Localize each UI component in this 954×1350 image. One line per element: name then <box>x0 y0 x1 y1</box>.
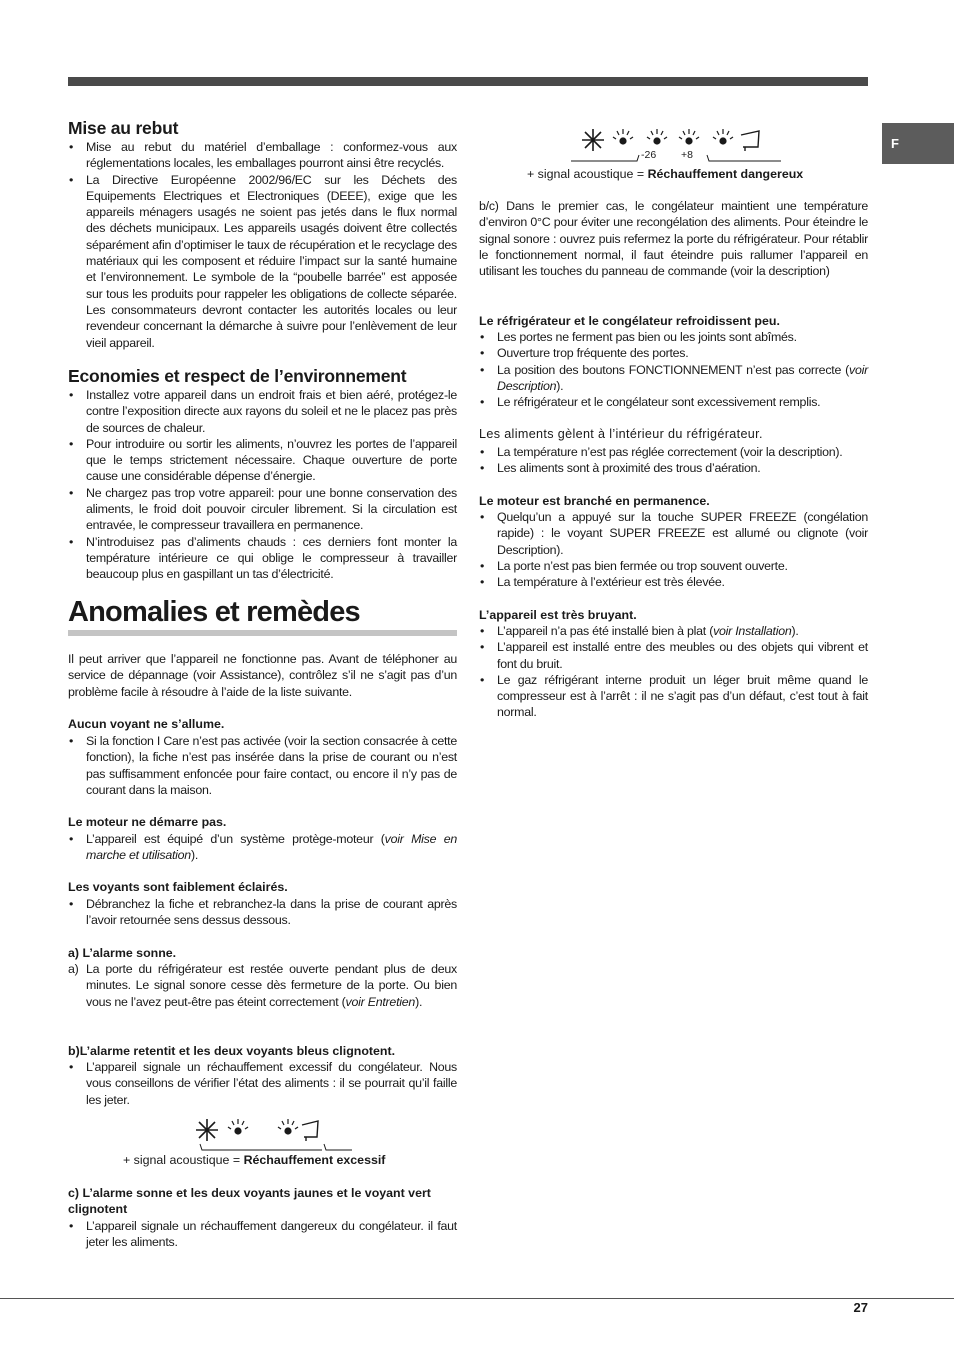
intro-paragraph: Il peut arriver que l’appareil ne fonctionne pas. Avant de téléphoner au service de dépannage (voir Assistance), contrôlez s’il ne s’agit pas d’un problème facile à résoudre à l’aide de la liste suivante. <box>68 652 457 699</box>
list-economies <box>68 387 457 583</box>
temperature-label-freezer: -26 <box>641 149 657 161</box>
text-run: ). <box>415 994 423 1009</box>
list-item: • Mise au rebut du matériel d’emballage : conformez-vous aux réglementations locales, les emballages pourront ainsi être recyclés. <box>68 139 457 172</box>
list-item: • La température à l’extérieur est très élevée. <box>479 574 868 590</box>
caption-text: + signal acoustique = <box>123 1153 244 1167</box>
list-moteur-permanence <box>479 509 868 590</box>
temperature-label-fridge: +8 <box>681 149 693 161</box>
subhead-aucun-voyant: Aucun voyant ne s’allume. <box>68 717 225 731</box>
subhead-alarme-sonne: a) L’alarme sonne. <box>68 946 177 960</box>
list-item: • Ouverture trop fréquente des portes. <box>479 345 868 361</box>
blinking-led-icon <box>679 129 699 144</box>
list-moteur-ne-demarre <box>68 831 457 864</box>
caption-bold: Réchauffement dangereux <box>647 167 804 181</box>
title-rule <box>68 630 457 636</box>
blinking-led-icon <box>228 1119 248 1134</box>
bc-paragraph: b/c) Dans le premier cas, le congélateur maintient une température d’environ 0°C pour éviter une recongélation des aliments. Pour éteindre le signal sonore : ouvrez puis refermez la porte du réfrigérateur. Pour rétablir le fonctionnement normal, il faut éteindre puis rallumer l’appareil en utilisant les touches du panneau de commande (voir la description) <box>479 199 868 279</box>
list-item: • La Directive Européenne 2002/96/EC sur les Déchets des Equipements Electriques et Electroniques (DEEE), exige que les appareils ménagers usagés ne soient pas jetés dans le flux normal des déchets municipaux. Les appareils usagés doivent être collectés séparément afin d’optimiser le taux de récupération et le recyclage des matériaux qui les composent et réduire l’impact sur la santé humaine et l’environnement. Le symbole de la “poubelle barrée” est apposée sur tous les produits pour rappeler les obligations de collecte séparée. Les consommateurs devront contacter les autorités locales ou leur revendeur concernant la démarche à suivre pour l’enlèvement de leur vieil appareil. <box>68 172 457 351</box>
blinking-led-icon <box>713 129 733 144</box>
subhead-refroidissent-peu: Le réfrigérateur et le congélateur refroidissent peu. <box>479 314 780 328</box>
sound-alarm-icon <box>741 131 759 151</box>
list-aucun-voyant <box>68 733 457 798</box>
text-run-italic: voir Installation <box>713 624 792 638</box>
text-run: L’appareil est équipé d’un système protège-moteur ( <box>86 832 385 846</box>
subhead-tres-bruyant: L’appareil est très bruyant. <box>479 608 637 622</box>
list-item <box>479 623 868 639</box>
list-item: • Les portes ne ferment pas bien ou les joints sont abîmés. <box>479 329 868 345</box>
bracket-underline <box>571 155 781 161</box>
list-item <box>68 831 457 864</box>
snowflake-icon <box>196 1119 218 1141</box>
list-item: • L’appareil est installé entre des meubles ou des objets qui vibrent et font du bruit. <box>479 639 868 672</box>
text-run: ). <box>791 624 799 638</box>
list-item: • La porte n’est pas bien fermée ou trop souvent ouverte. <box>479 558 868 574</box>
indicator-diagram-dangereux <box>571 123 791 169</box>
text-run-italic: voir Entretien <box>345 994 416 1009</box>
list-item: • L’appareil signale un réchauffement excessif du congélateur. Nous vous conseillons de vérifier l’état des aliments : il se pourrait qu’il faille les jeter. <box>68 1059 457 1108</box>
text-run: La porte du réfrigérateur est restée ouverte pendant plus de deux minutes. Le signal sonore cesse dès fermeture de la porte. Ou bien vous ne l’avez peut-être pas éteint correctement ( <box>86 962 457 1009</box>
list-alarme-sonne <box>68 961 457 1010</box>
list-refroidissent-peu <box>479 329 868 410</box>
footer-rule <box>0 1298 954 1299</box>
snowflake-icon <box>582 129 604 151</box>
blinking-led-icon <box>647 129 667 144</box>
subhead-moteur-permanence: Le moteur est branché en permanence. <box>479 494 710 508</box>
caption-text: + signal acoustique = <box>527 167 648 181</box>
text-run: ). <box>556 378 564 393</box>
list-item: • Si la fonction I Care n’est pas activée (voir la section consacrée à cette fonction), la fiche n’est pas insérée dans la prise de courant ou n’est pas suffisamment enfoncée pour faire contact, ou encore il n’y pas de courant dans la maison. <box>68 733 457 798</box>
text-run-italic: voir Description <box>497 362 868 393</box>
section-title-mise-au-rebut: Mise au rebut <box>68 118 179 138</box>
list-alarme-bleus <box>68 1059 457 1108</box>
text-run: ). <box>190 848 199 863</box>
header-bar <box>68 77 868 86</box>
subhead-aliments-gelent: Les aliments gèlent à l’intérieur du réfrigérateur. <box>479 427 763 441</box>
list-mise-au-rebut <box>68 139 457 351</box>
list-item: • L’appareil signale un réchauffement dangereux du congélateur. il faut jeter les aliments. <box>68 1218 457 1251</box>
list-item: • La température n’est pas réglée correctement (voir la description). <box>479 444 868 460</box>
page-number: 27 <box>853 1300 868 1315</box>
caption-dangereux <box>527 167 803 181</box>
list-item: • Les aliments sont à proximité des trous d’aération. <box>479 460 868 476</box>
subhead-voyants-faibles: Les voyants sont faiblement éclairés. <box>68 880 288 894</box>
text-run-italic: voir Mise en marche et utilisation <box>86 832 457 863</box>
language-tab-label: F <box>891 136 899 151</box>
list-item <box>479 362 868 395</box>
list-item: • Pour introduire ou sortir les aliments, n’ouvrez les portes de l’appareil que le temps strictement nécessaire. Chaque ouverture de porte cause une considérable dépense d’énergie. <box>68 436 457 485</box>
blinking-led-icon <box>278 1119 298 1134</box>
list-item: • Le gaz réfrigérant interne produit un léger bruit même quand le compresseur est à l’arrêt : il ne s’agit pas d’un défaut, c’est tout à fait normal. <box>479 672 868 721</box>
list-voyants-faibles <box>68 896 457 929</box>
language-tab <box>882 123 954 164</box>
list-item <box>68 961 457 1010</box>
list-aliments-gelent <box>479 444 868 477</box>
bracket-underline <box>200 1144 352 1150</box>
indicator-diagram-excessif <box>192 1113 352 1153</box>
list-alarme-jaunes <box>68 1218 457 1251</box>
list-item: • Installez votre appareil dans un endroit frais et bien aéré, protégez-le contre l’exposition directe aux rayons du soleil et ne le placez pas près de sources de chaleur. <box>68 387 457 436</box>
page-title: Anomalies et remèdes <box>68 596 360 628</box>
list-item: • Ne chargez pas trop votre appareil: pour une bonne conservation des aliments, le froid doit pouvoir circuler librement. Si la circulation est entravée, le compresseur travaillera en permanence. <box>68 485 457 534</box>
sound-alarm-icon <box>302 1121 318 1141</box>
subhead-moteur-ne-demarre: Le moteur ne démarre pas. <box>68 815 227 829</box>
list-item: • Débranchez la fiche et rebranchez-la dans la prise de courant après l’avoir retournée sens dessus dessous. <box>68 896 457 929</box>
list-item: • N’introduisez pas d’aliments chauds : ces derniers font monter la température intérieure ce qui oblige le compresseur à travailler beaucoup plus en gaspillant un tas d’électricité. <box>68 534 457 583</box>
text-run: L’appareil n’a pas été installé bien à plat ( <box>497 624 714 638</box>
list-tres-bruyant <box>479 623 868 721</box>
blinking-led-icon <box>613 129 633 144</box>
list-item: • Quelqu’un a appuyé sur la touche SUPER FREEZE (congélation rapide) : le voyant SUPER FREEZE est allumé ou clignote (voir Description). <box>479 509 868 558</box>
caption-excessif <box>123 1153 385 1167</box>
list-item: • Le réfrigérateur et le congélateur sont excessivement remplis. <box>479 394 868 410</box>
section-title-economies: Economies et respect de l’environnement <box>68 366 407 386</box>
subhead-alarme-bleus: b)L’alarme retentit et les deux voyants bleus clignotent. <box>68 1044 396 1058</box>
subhead-alarme-jaunes: c) L’alarme sonne et les deux voyants jaunes et le voyant vert clignotent <box>68 1186 431 1216</box>
text-run: La position des boutons FONCTIONNEMENT n’est pas correcte ( <box>497 362 850 377</box>
caption-bold: Réchauffement excessif <box>243 1153 386 1167</box>
